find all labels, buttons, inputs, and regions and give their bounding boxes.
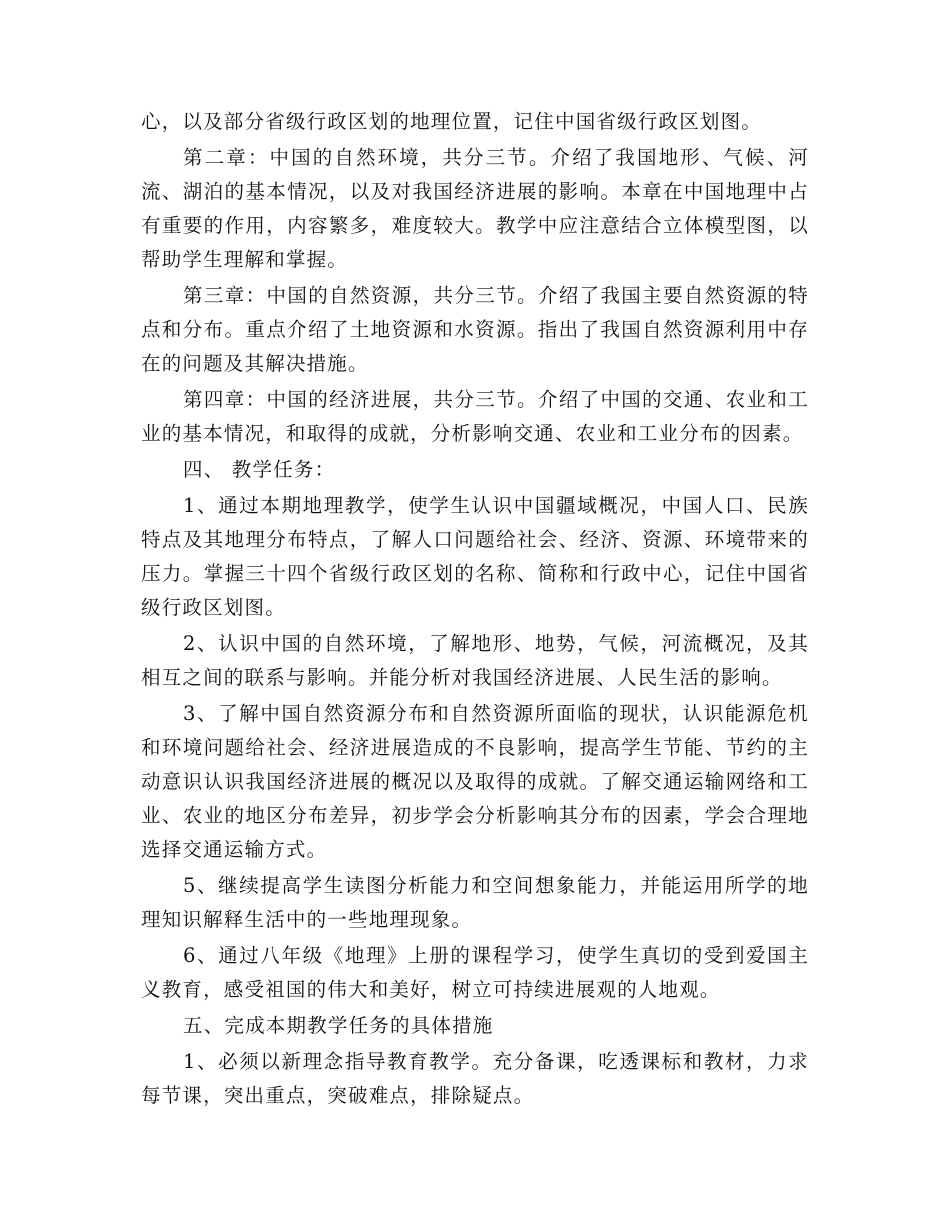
section-heading-teaching-tasks: 四、 教学任务： [183,458,336,481]
paragraph-chapter-3: 第三章：中国的自然资源，共分三节。介绍了我国主要自然资源的特点和分布。重点介绍了土地资源和水资源。指出了我国自然资源利用中存在的问题及其解决措施。 [141,284,809,375]
paragraph-task-2: 2、认识中国的自然环境，了解地形、地势，气候，河流概况，及其相互之间的联系与影响。并能分析对我国经济进展、人民生活的影响。 [141,632,809,689]
section-heading-measures: 五、完成本期教学任务的具体措施 [183,1014,494,1037]
paragraph-continuation: 心，以及部分省级行政区划的地理位置，记住中国省级行政区划图。 [141,110,763,133]
paragraph-task-1: 1、通过本期地理教学，使学生认识中国疆域概况，中国人口、民族特点及其地理分布特点，了解人口问题给社会、经济、资源、环境带来的压力。掌握三十四个省级行政区划的名称、简称和行政中心，记住中国省级行政区划图。 [141,494,809,619]
paragraph-task-3: 3、了解中国自然资源分布和自然资源所面临的现状，认识能源危机和环境问题给社会、经济进展造成的不良影响，提高学生节能、节约的主动意识认识我国经济进展的概况以及取得的成就。了解交通运输网络和工业、农业的地区分布差异，初步学会分析影响其分布的因素，学会合理地选择交通运输方式。 [141,702,809,861]
document-page [141,105,809,1113]
paragraph-task-6: 6、通过八年级《地理》上册的课程学习，使学生真切的受到爱国主义教育，感受祖国的伟大和美好，树立可持续进展观的人地观。 [141,944,809,1001]
paragraph-task-5: 5、继续提高学生读图分析能力和空间想象能力，并能运用所学的地理知识解释生活中的一些地理现象。 [141,874,809,931]
paragraph-measure-1: 1、必须以新理念指导教育教学。充分备课，吃透课标和教材，力求每节课，突出重点，突破难点，排除疑点。 [141,1050,809,1107]
paragraph-chapter-2: 第二章：中国的自然环境，共分三节。介绍了我国地形、气候、河流、湖泊的基本情况，以及对我国经济进展的影响。本章在中国地理中占有重要的作用，内容繁多，难度较大。教学中应注意结合立体模型图，以帮助学生理解和掌握。 [141,146,809,271]
paragraph-chapter-4: 第四章：中国的经济进展，共分三节。介绍了中国的交通、农业和工业的基本情况，和取得的成就，分析影响交通、农业和工业分布的因素。 [141,388,809,445]
